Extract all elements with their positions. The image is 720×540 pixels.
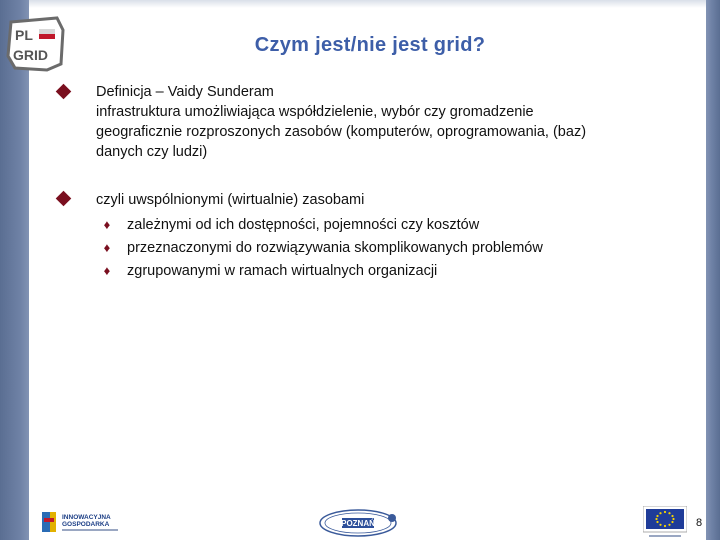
slide-title: Czym jest/nie jest grid? [254, 34, 486, 56]
svg-text:INNOWACYJNA: INNOWACYJNA [62, 514, 111, 521]
sub-bullet-item [96, 259, 696, 282]
slide-frame-left [0, 0, 29, 540]
sub-bullet-text: przeznaczonymi do rozwiązywania skomplikowanych problemów [127, 239, 543, 256]
bullet-shared-resources-text: czyli uwspólnionymi (wirtualnie) zasobami [96, 192, 365, 208]
bullet-definition [96, 82, 696, 162]
slide-frame-right [706, 0, 720, 540]
sub-bullet-item [96, 236, 696, 259]
bullet-definition-line: Definicja – Vaidy Sunderam [96, 84, 274, 100]
bullet-definition-line: infrastruktura umożliwiająca współdzielenie, wybór czy gromadzenie [96, 104, 534, 120]
poznan-logo-icon [318, 508, 404, 538]
page-number: 8 [696, 517, 703, 529]
sub-bullet-list [96, 213, 696, 282]
svg-text:GRID: GRID [13, 47, 48, 63]
svg-text:PL: PL [15, 27, 33, 43]
svg-text:POZNAŃ: POZNAŃ [341, 519, 375, 528]
eu-flag-logo-icon [643, 506, 687, 540]
bullet-shared-resources [96, 190, 696, 282]
innovative-economy-logo-icon [40, 508, 140, 536]
sub-bullet-text: zgrupowanymi w ramach wirtualnych organizacji [127, 262, 438, 279]
diamond-small-bullet-icon: ♦ [103, 216, 111, 232]
slide-top-strip [29, 0, 706, 8]
diamond-small-bullet-icon: ♦ [103, 262, 111, 278]
sub-bullet-text: zależnymi od ich dostępności, pojemności czy kosztów [127, 216, 480, 233]
bullet-definition-line: geograficznie rozproszonych zasobów (komputerów, oprogramowania, (baz) [96, 124, 587, 140]
sub-bullet-item [96, 213, 696, 236]
bullet-definition-line: danych czy ludzi) [96, 144, 208, 160]
svg-text:GOSPODARKA: GOSPODARKA [62, 521, 110, 528]
diamond-small-bullet-icon: ♦ [103, 239, 111, 255]
